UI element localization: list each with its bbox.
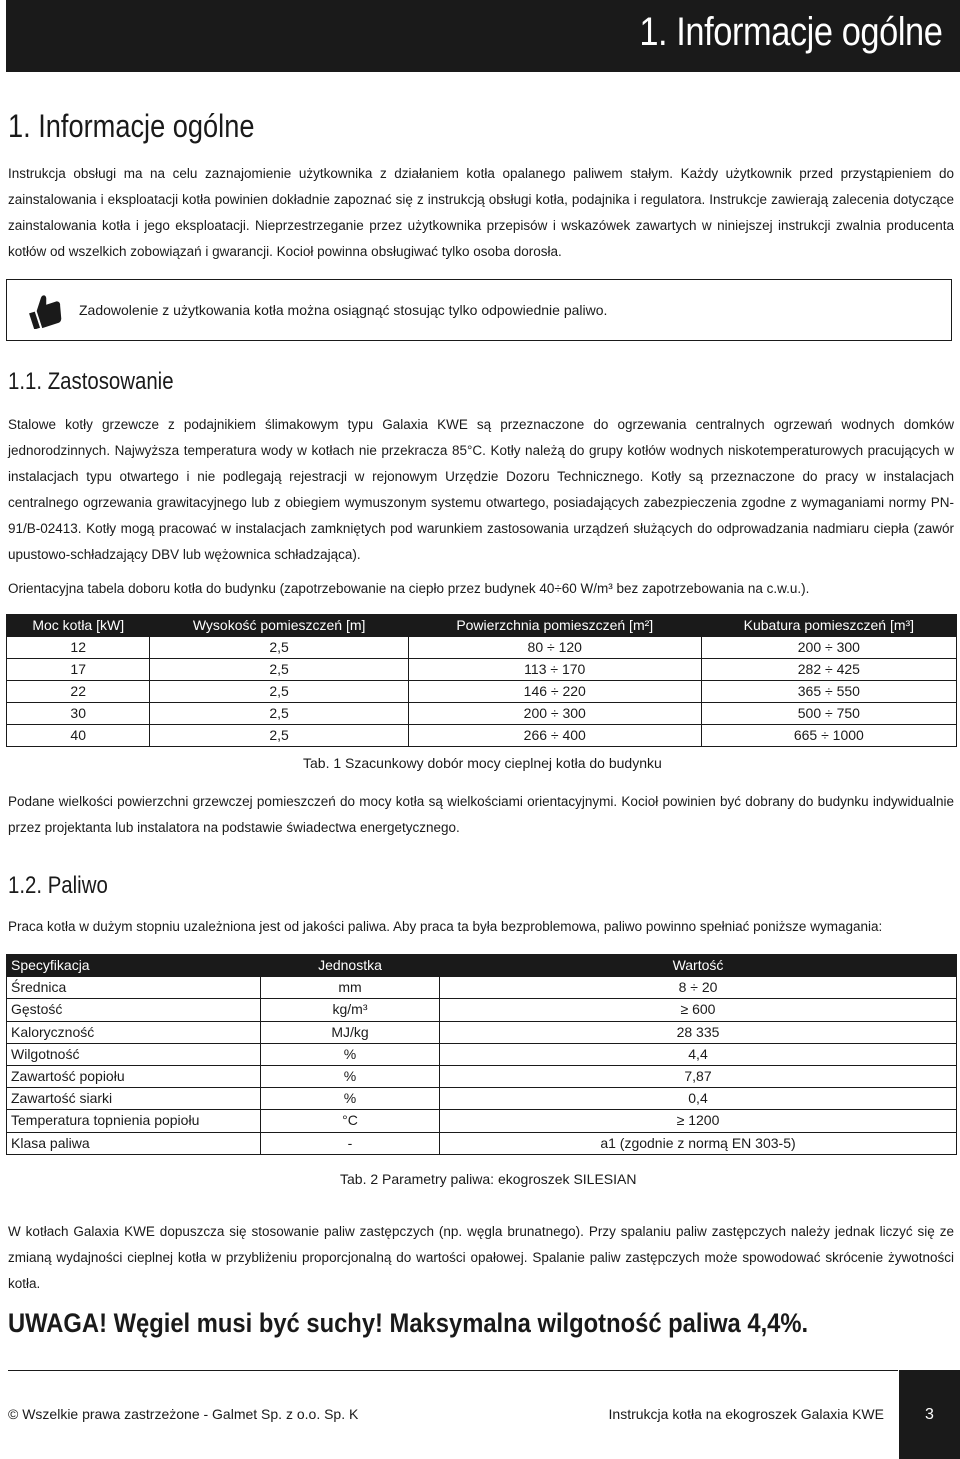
table-row bbox=[7, 1066, 957, 1088]
table-cell: ≥ 1200 bbox=[440, 1110, 957, 1132]
table-cell: 2,5 bbox=[150, 725, 408, 747]
intro-text-2: Instrukcje zawierają zalecenia dotyczące zainstalowania kotła i jego eksploatacji. Nieprzestrzeganie przez użytkownika przepisów i wskazówek zawartych w niniejszej instrukcji zwalnia producenta kotłów od wszelkich zobowiązań i gwarancji. Kocioł powinna obsługiwać tylko osoba dorosła. bbox=[8, 192, 954, 259]
page-number-box bbox=[899, 1370, 960, 1459]
table-cell: 113 ÷ 170 bbox=[408, 659, 701, 681]
table-cell: Temperatura topnienia popiołu bbox=[7, 1110, 261, 1132]
section-1-heading: 1. Informacje ogólne bbox=[8, 108, 255, 144]
table-cell: % bbox=[261, 1088, 440, 1110]
table-cell: 2,5 bbox=[150, 703, 408, 725]
page-number: 3 bbox=[925, 1406, 934, 1423]
table-header-cell: Jednostka bbox=[261, 955, 440, 977]
table-cell: Wilgotność bbox=[7, 1043, 261, 1065]
table-row bbox=[7, 1021, 957, 1043]
table-cell: 500 ÷ 750 bbox=[701, 703, 956, 725]
table-cell: 17 bbox=[7, 659, 150, 681]
table-header-cell: Wysokość pomieszczeń [m] bbox=[150, 615, 408, 637]
table-cell: mm bbox=[261, 977, 440, 999]
application-paragraph: Stalowe kotły grzewcze z podajnikiem ślimakowym typu Galaxia KWE są przeznaczone do ogrzewania centralnych ogrzewań wodnych domków jednorodzinnych. Najwyższa temperatura wody w kotłach nie przekracza 85°C. Kotły należą do grupy kotłów wodnych niskotemperaturowych pracujących w instalacjach typu otwartego i nie podlegają rejestracji w rejonowym Urzędzie Dozoru Technicznego. Kotły są przeznaczone do pracy w instalacjach centralnego ogrzewania grawitacyjnego lub z obiegiem wymuszonym systemu otwartego, posiadających zabezpieczenia zgodne z wymaganiami normy PN-91/B-02413. Kotły mogą pracować w instalacjach zamkniętych pod warunkiem zastosowania urządzeń służących do odprowadzania nadmiaru ciepła (zawór upustowo-schładzający DBV lub wężownica schładzająca). bbox=[8, 417, 954, 562]
table-cell: 28 335 bbox=[440, 1021, 957, 1043]
table-cell: a1 (zgodnie z normą EN 303-5) bbox=[440, 1132, 957, 1154]
table-cell: 146 ÷ 220 bbox=[408, 681, 701, 703]
table-cell: 2,5 bbox=[150, 681, 408, 703]
table-cell: 282 ÷ 425 bbox=[701, 659, 956, 681]
header-title: 1. Informacje ogólne bbox=[638, 10, 942, 54]
fuel-parameters-table bbox=[6, 954, 957, 1155]
table-header-row bbox=[7, 615, 957, 637]
table-row bbox=[7, 1043, 957, 1065]
footer-divider bbox=[8, 1370, 898, 1371]
table-cell: 2,5 bbox=[150, 659, 408, 681]
table-row bbox=[7, 999, 957, 1021]
table-cell: 2,5 bbox=[150, 637, 408, 659]
section-1-2-heading: 1.2. Paliwo bbox=[8, 872, 108, 899]
thumbs-up-icon bbox=[21, 293, 65, 329]
table-cell: - bbox=[261, 1132, 440, 1154]
table-cell: Kaloryczność bbox=[7, 1021, 261, 1043]
fuel-intro-paragraph: Praca kotła w dużym stopniu uzależniona jest od jakości paliwa. Aby praca ta była bezproblemowa, paliwo powinno spełniać poniższe wymagania: bbox=[8, 919, 883, 934]
table2-caption: Tab. 2 Parametry paliwa: ekogroszek SILESIAN bbox=[340, 1171, 637, 1187]
table-cell: 30 bbox=[7, 703, 150, 725]
table-header-cell: Wartość bbox=[440, 955, 957, 977]
table-cell: 80 ÷ 120 bbox=[408, 637, 701, 659]
section-1-1-heading: 1.1. Zastosowanie bbox=[8, 368, 174, 395]
fuel-note-text: Zadowolenie z użytkowania kotła można osiągnąć stosując tylko odpowiednie paliwo. bbox=[79, 302, 608, 318]
table1-caption: Tab. 1 Szacunkowy dobór mocy cieplnej kotła do budynku bbox=[303, 755, 662, 771]
table-header-cell: Moc kotła [kW] bbox=[7, 615, 150, 637]
table-row bbox=[7, 681, 957, 703]
table-cell: % bbox=[261, 1043, 440, 1065]
table-cell: 266 ÷ 400 bbox=[408, 725, 701, 747]
area-note-paragraph: Podane wielkości powierzchni grzewczej pomieszczeń do mocy kotła są wielkościami orientacyjnymi. Kocioł powinien być dobrany do budynku indywidualnie przez projektanta lub instalatora na podstawie świadectwa energetycznego. bbox=[8, 794, 954, 835]
table-cell: 22 bbox=[7, 681, 150, 703]
table-cell: Zawartość popiołu bbox=[7, 1066, 261, 1088]
table-cell: MJ/kg bbox=[261, 1021, 440, 1043]
table1-intro-text: Orientacyjna tabela doboru kotła do budynku (zapotrzebowanie na ciepło przez budynek 40÷60 W/m³ bez zapotrzebowania na c.w.u.). bbox=[8, 581, 810, 596]
table-row bbox=[7, 1110, 957, 1132]
table-row bbox=[7, 659, 957, 681]
fuel-note-box bbox=[6, 279, 952, 341]
table-row bbox=[7, 977, 957, 999]
table-row bbox=[7, 703, 957, 725]
moisture-warning: UWAGA! Węgiel musi być suchy! Maksymalna wilgotność paliwa 4,4%. bbox=[8, 1308, 809, 1338]
table-cell: 7,87 bbox=[440, 1066, 957, 1088]
table-cell: 12 bbox=[7, 637, 150, 659]
table-header-cell: Kubatura pomieszczeń [m³] bbox=[701, 615, 956, 637]
table-cell: 4,4 bbox=[440, 1043, 957, 1065]
table1-intro bbox=[8, 576, 954, 602]
table-row bbox=[7, 1132, 957, 1154]
intro-paragraph bbox=[8, 161, 954, 265]
table-cell: Gęstość bbox=[7, 999, 261, 1021]
table-cell: °C bbox=[261, 1110, 440, 1132]
table-cell: Zawartość siarki bbox=[7, 1088, 261, 1110]
table-cell: kg/m³ bbox=[261, 999, 440, 1021]
table-cell: % bbox=[261, 1066, 440, 1088]
table-cell: 200 ÷ 300 bbox=[701, 637, 956, 659]
substitute-fuel-paragraph: W kotłach Galaxia KWE dopuszcza się stosowanie paliw zastępczych (np. węgla brunatnego). Przy spalaniu paliw zastępczych należy jednak liczyć się ze zmianą wydajności cieplnej kotła w przybliżeniu proporcjonalną do wartości opałowej. Spalanie paliw zastępczych może spowodować skrócenie żywotności kotła. bbox=[8, 1224, 954, 1291]
table-header-cell: Specyfikacja bbox=[7, 955, 261, 977]
table-cell: Średnica bbox=[7, 977, 261, 999]
table-header-row bbox=[7, 955, 957, 977]
table-row bbox=[7, 1088, 957, 1110]
footer-doc-title: Instrukcja kotła na ekogroszek Galaxia KWE bbox=[608, 1406, 884, 1422]
table-row bbox=[7, 725, 957, 747]
table-header-cell: Powierzchnia pomieszczeń [m²] bbox=[408, 615, 701, 637]
table-row bbox=[7, 637, 957, 659]
table-cell: 200 ÷ 300 bbox=[408, 703, 701, 725]
table-cell: 40 bbox=[7, 725, 150, 747]
boiler-selection-table bbox=[6, 614, 957, 747]
table-cell: 365 ÷ 550 bbox=[701, 681, 956, 703]
table-cell: 665 ÷ 1000 bbox=[701, 725, 956, 747]
header-bar bbox=[6, 0, 960, 72]
table-cell: ≥ 600 bbox=[440, 999, 957, 1021]
footer-copyright: © Wszelkie prawa zastrzeżone - Galmet Sp. z o.o. Sp. K bbox=[8, 1406, 359, 1422]
intro-text-1: Instrukcja obsługi ma na celu zaznajomienie użytkownika z działaniem kotła opalanego paliwem stałym. Każdy użytkownik przed przystąpieniem do zainstalowania i eksploatacji kotła powinien dokładnie zapoznać się z instrukcją obsługi kotła, podajnika i regulatora. bbox=[8, 166, 954, 207]
table-cell: 0,4 bbox=[440, 1088, 957, 1110]
table-cell: 8 ÷ 20 bbox=[440, 977, 957, 999]
table-cell: Klasa paliwa bbox=[7, 1132, 261, 1154]
